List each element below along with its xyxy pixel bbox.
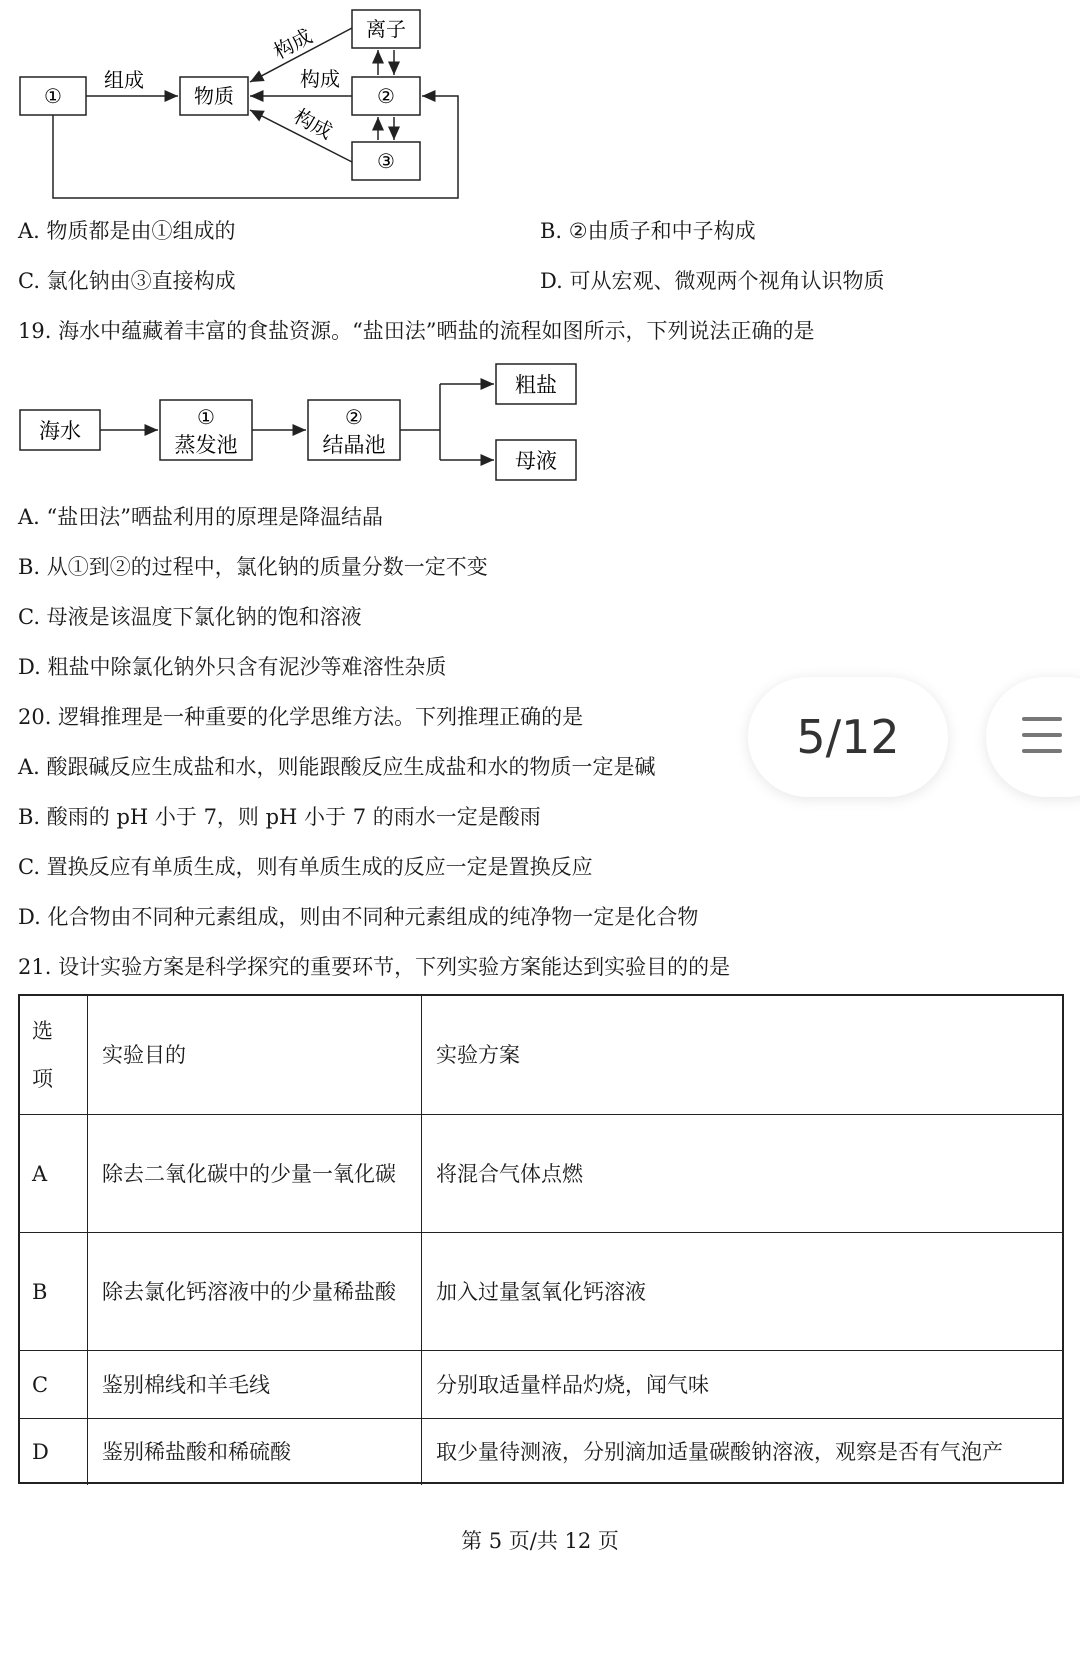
row-b-plan: 加入过量氢氧化钙溶液 — [436, 1280, 646, 1304]
q19-option-d: D. 粗盐中除氯化钠外只含有泥沙等难溶性杂质 — [18, 655, 447, 679]
table-header-row — [20, 996, 1062, 1114]
q18-option-c: C. 氯化钠由③直接构成 — [18, 269, 236, 293]
header-plan: 实验方案 — [436, 1043, 520, 1067]
evaporation-pond-label: 蒸发池 — [174, 433, 238, 457]
table-row — [20, 1232, 1062, 1351]
experiment-table — [18, 994, 1064, 1484]
row-b-purpose: 除去氯化钙溶液中的少量稀盐酸 — [102, 1280, 396, 1304]
label-constitute-bottom: 构成 — [289, 103, 337, 144]
row-d-option: D — [32, 1440, 49, 1464]
page-footer: 第 5 页/共 12 页 — [461, 1529, 619, 1553]
table-row — [20, 1114, 1062, 1233]
mother-liquor-text: 母液 — [515, 449, 557, 473]
row-c-purpose: 鉴别棉线和羊毛线 — [102, 1373, 270, 1397]
q21-stem: 21. 设计实验方案是科学探究的重要环节，下列实验方案能达到实验目的的是 — [18, 955, 731, 979]
table-row — [20, 1350, 1062, 1419]
q20-option-b: B. 酸雨的 pH 小于 7，则 pH 小于 7 的雨水一定是酸雨 — [18, 805, 541, 829]
matter-composition-diagram — [0, 0, 480, 205]
row-d-plan: 取少量待测液，分别滴加适量碳酸钠溶液，观察是否有气泡产 — [436, 1440, 1003, 1464]
crude-salt-text: 粗盐 — [515, 373, 557, 397]
q19-option-a: A. “盐田法”晒盐利用的原理是降温结晶 — [18, 505, 383, 529]
arrow-loop-element-to-2 — [53, 96, 458, 198]
q20-option-c: C. 置换反应有单质生成，则有单质生成的反应一定是置换反应 — [18, 855, 593, 879]
salt-field-flow-diagram — [0, 358, 600, 488]
box-particle-3-text: ③ — [377, 149, 395, 173]
row-c-option: C — [32, 1373, 49, 1397]
row-a-purpose: 除去二氧化碳中的少量一氧化碳 — [102, 1162, 396, 1186]
hamburger-menu-icon[interactable] — [1022, 717, 1062, 765]
q19-option-b: B. 从①到②的过程中，氯化钠的质量分数一定不变 — [18, 555, 488, 579]
header-purpose: 实验目的 — [102, 1043, 186, 1067]
q20-option-d: D. 化合物由不同种元素组成，则由不同种元素组成的纯净物一定是化合物 — [18, 905, 699, 929]
evaporation-pond-number: ① — [197, 405, 215, 429]
label-compose: 组成 — [104, 68, 144, 92]
q19-option-c: C. 母液是该温度下氯化钠的饱和溶液 — [18, 605, 362, 629]
row-d-purpose: 鉴别稀盐酸和稀硫酸 — [102, 1440, 291, 1464]
header-option: 选项 — [32, 1019, 53, 1091]
crystallization-pond-label: 结晶池 — [322, 433, 386, 457]
q18-option-d: D. 可从宏观、微观两个视角认识物质 — [540, 269, 885, 293]
box-matter-text: 物质 — [194, 84, 234, 108]
row-a-plan: 将混合气体点燃 — [436, 1162, 583, 1186]
box-ion-text: 离子 — [366, 17, 406, 41]
q20-stem: 20. 逻辑推理是一种重要的化学思维方法。下列推理正确的是 — [18, 705, 584, 729]
box-element-text: ① — [44, 84, 62, 108]
label-constitute-mid: 构成 — [300, 67, 340, 91]
box-particle-2-text: ② — [377, 84, 395, 108]
row-b-option: B — [32, 1280, 48, 1304]
q18-option-a: A. 物质都是由①组成的 — [18, 219, 236, 243]
q19-stem: 19. 海水中蕴藏着丰富的食盐资源。“盐田法”晒盐的流程如图所示，下列说法正确的是 — [18, 319, 815, 343]
row-c-plan: 分别取适量样品灼烧，闻气味 — [436, 1373, 709, 1397]
q20-option-a: A. 酸跟碱反应生成盐和水，则能跟酸反应生成盐和水的物质一定是碱 — [18, 755, 656, 779]
row-a-option: A — [32, 1162, 48, 1186]
q18-option-b: B. ②由质子和中子构成 — [540, 219, 756, 243]
box-seawater-text: 海水 — [39, 419, 81, 443]
label-constitute-top: 构成 — [269, 23, 317, 64]
crystallization-pond-number: ② — [345, 405, 363, 429]
page-indicator[interactable]: 5/12 — [748, 677, 948, 797]
table-row — [20, 1418, 1062, 1485]
